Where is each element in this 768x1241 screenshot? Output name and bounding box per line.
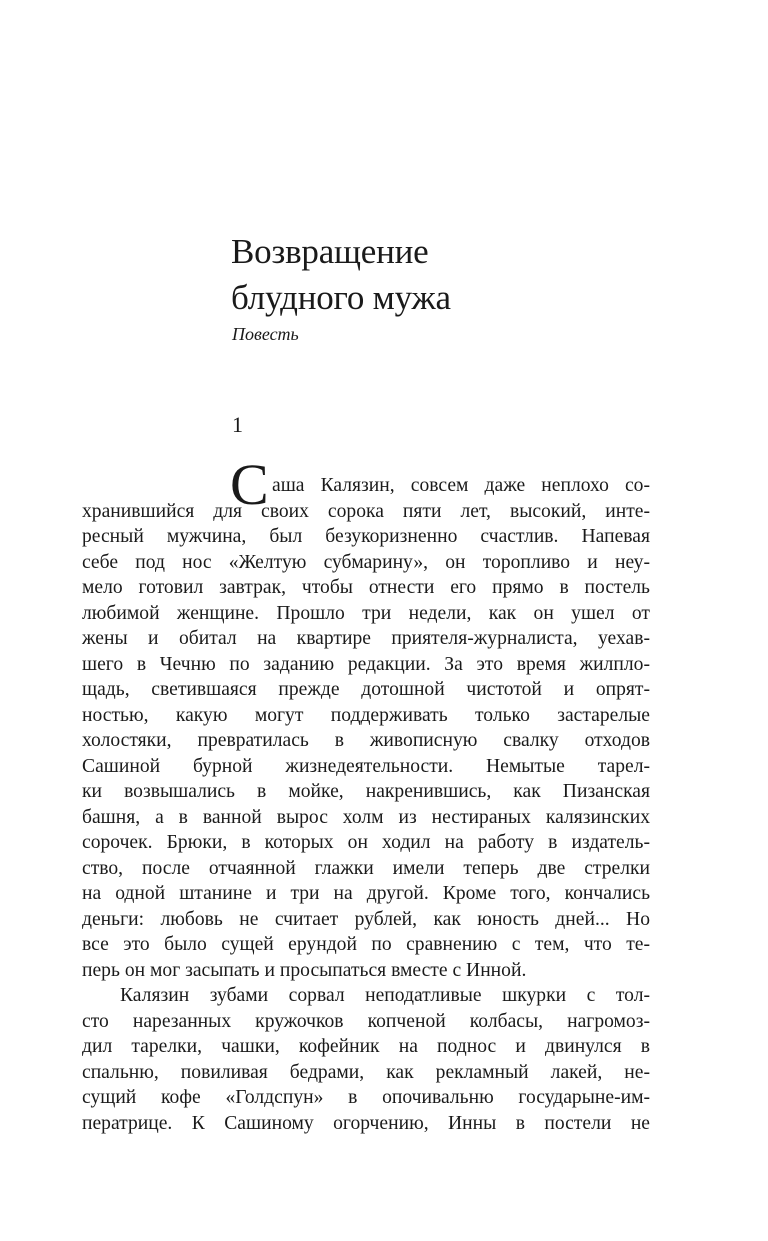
- text-line: Сашиной бурной жизнедеятельности. Немытые тарел-: [82, 755, 650, 777]
- text-line: ператрице. К Сашиному огорчению, Инны в постели не: [82, 1112, 650, 1134]
- drop-cap: С: [230, 452, 269, 517]
- text-line: дил тарелки, чашки, кофейник на поднос и двинулся в: [82, 1036, 650, 1057]
- title-line-2: блудного мужа: [231, 278, 451, 317]
- text-line: сорочек. Брюки, в которых он ходил на работу в издатель-: [82, 832, 650, 853]
- text-line: любимой женщине. Прошло три недели, как он ушел от: [82, 602, 650, 624]
- text-line: башня, а в ванной вырос холм из нестираных калязинских: [82, 806, 650, 828]
- text-line: мело готовил завтрак, чтобы отнести его прямо в постель: [82, 577, 650, 598]
- text-line: перь он мог засыпать и просыпаться вместе с Инной.: [82, 959, 527, 981]
- text-line: деньги: любовь не считает рублей, как юность дней... Но: [82, 908, 650, 930]
- text-line: себе под нос «Желтую субмарину», он торопливо и неу-: [82, 551, 650, 573]
- text-line: спальню, повиливая бедрами, как рекламный лакей, не-: [82, 1061, 650, 1083]
- text-line: жены и обитал на квартире приятеля-журналиста, уехав-: [82, 628, 650, 649]
- text-line: на одной штанине и три на другой. Кроме того, кончались: [82, 883, 650, 904]
- text-line: ностью, какую могут поддерживать только застарелые: [82, 704, 650, 726]
- text-line: щадь, светившаяся прежде дотошной чистотой и опрят-: [82, 679, 650, 700]
- text-line: холостяки, превратилась в живописную свалку отходов: [82, 730, 650, 751]
- chapter-number: 1: [232, 412, 243, 437]
- text-line: сто нарезанных кружочков копченой колбасы, нагромоз-: [82, 1010, 650, 1032]
- text-line: Калязин зубами сорвал неподатливые шкурки с тол-: [120, 985, 650, 1006]
- paragraph-1: [82, 499, 650, 984]
- title-line-1: Возвращение: [231, 232, 429, 271]
- text-line: шего в Чечню по заданию редакции. За это время жилпло-: [82, 653, 650, 675]
- text-line: ки возвышались в мойке, накренившись, как Пизанская: [82, 781, 650, 802]
- text-line: ство, после отчаянной глажки имели теперь две стрелки: [82, 857, 650, 879]
- story-title: [231, 229, 671, 321]
- paragraph-2: [82, 983, 650, 1136]
- story-body: [82, 452, 650, 1136]
- text-line: хранившийся для своих сорока пяти лет, высокий, инте-: [82, 500, 650, 522]
- text-line: ресный мужчина, был безукоризненно счастлив. Напевая: [82, 526, 650, 547]
- text-line: сущий кофе «Голдспун» в опочивальню государыне-им-: [82, 1087, 650, 1108]
- text-line: все это было сущей ерундой по сравнению с тем, что те-: [82, 934, 650, 955]
- opening-line-text: аша Калязин, совсем даже неплохо со-: [272, 475, 650, 496]
- story-subtitle: Повесть: [232, 324, 299, 344]
